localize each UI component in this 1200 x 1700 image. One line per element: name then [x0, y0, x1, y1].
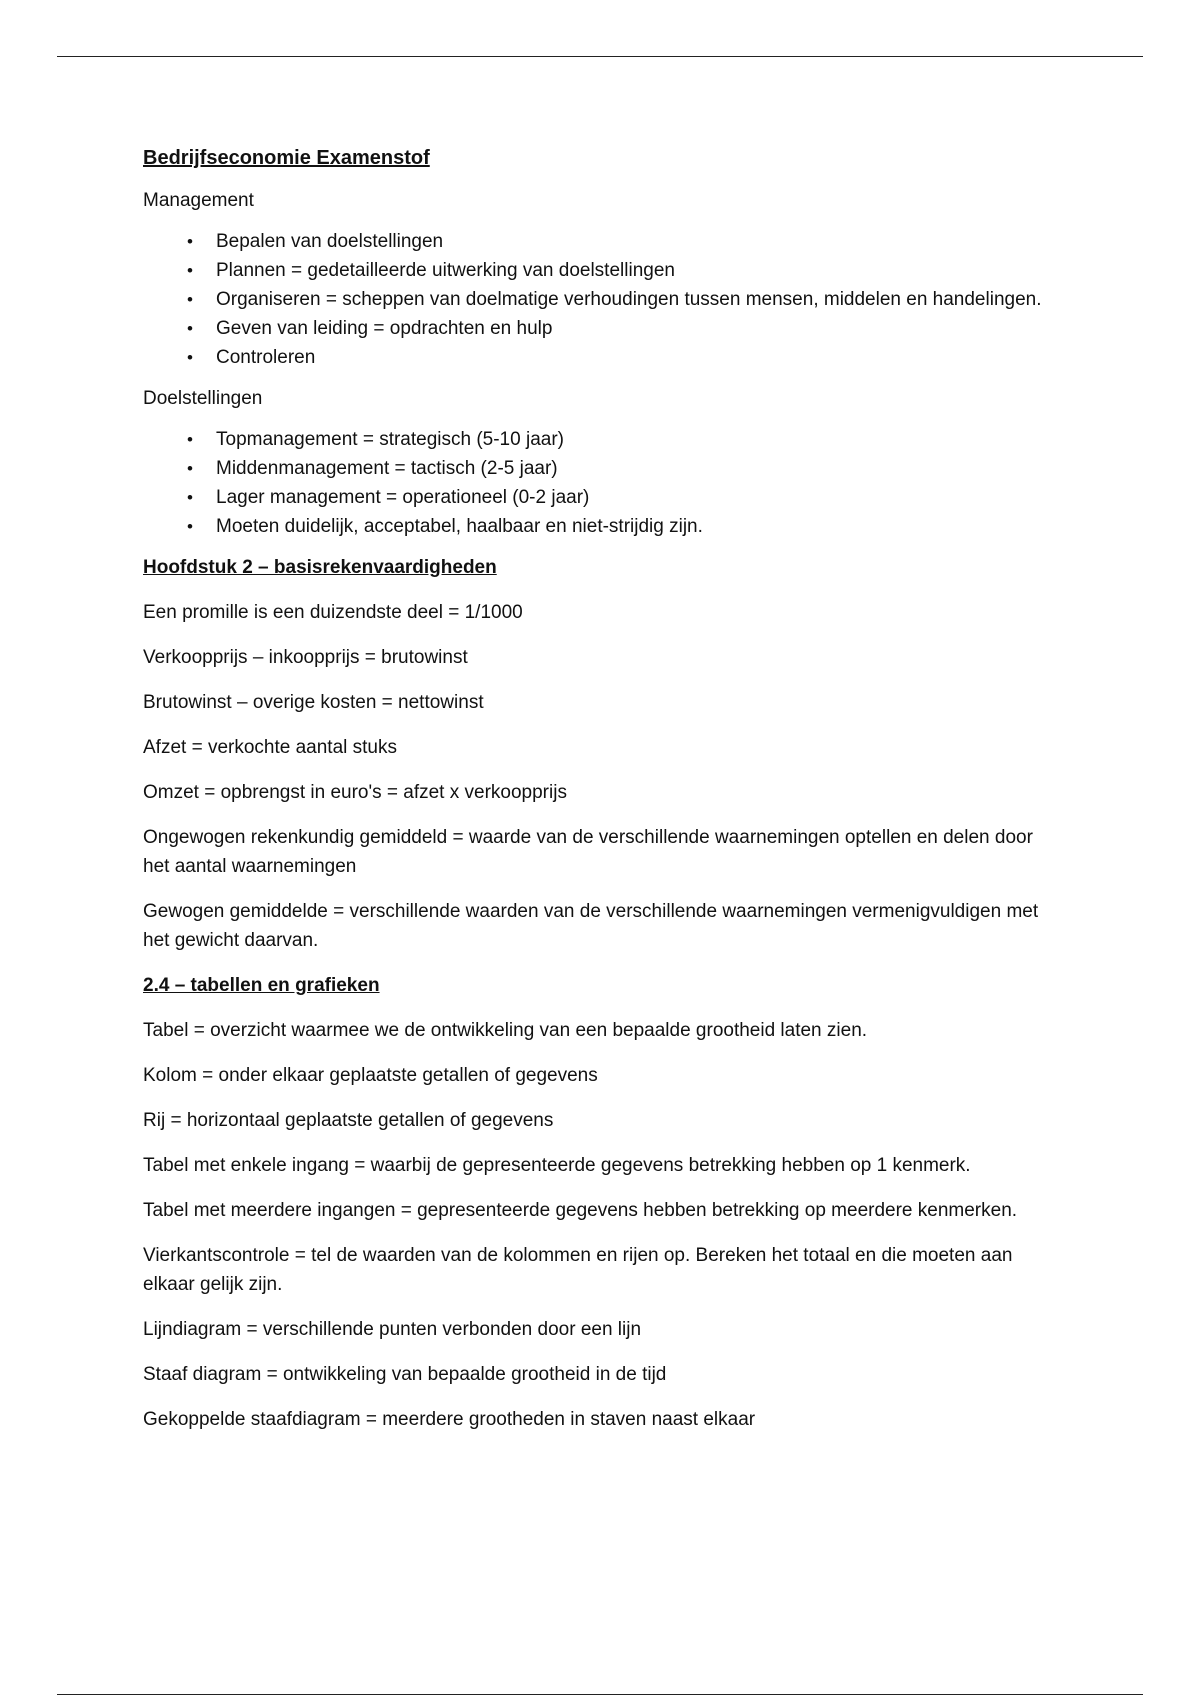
paragraph: Vierkantscontrole = tel de waarden van de kolommen en rijen op. Bereken het totaal en die moeten aan elkaar gelijk zijn.	[143, 1245, 1013, 1295]
bullet-icon: •	[187, 517, 193, 536]
paragraph: Lijndiagram = verschillende punten verbonden door een lijn	[143, 1319, 642, 1340]
list-item: • Middenmanagement = tactisch (2-5 jaar)	[143, 454, 1063, 483]
paragraph: Tabel = overzicht waarmee we de ontwikkeling van een bepaalde grootheid laten zien.	[143, 1020, 868, 1041]
list-item: • Controleren	[143, 343, 1063, 372]
management-label: Management	[143, 190, 254, 211]
bullet-icon: •	[187, 488, 193, 507]
paragraph: Brutowinst – overige kosten = nettowinst	[143, 692, 484, 713]
list-item: • Moeten duidelijk, acceptabel, haalbaar en niet-strijdig zijn.	[143, 512, 1063, 541]
chapter-2-heading: Hoofdstuk 2 – basisrekenvaardigheden	[143, 557, 497, 578]
paragraph: Ongewogen rekenkundig gemiddeld = waarde van de verschillende waarnemingen optellen en delen door het aantal waarnemingen	[143, 827, 1033, 877]
bullet-icon: •	[187, 459, 193, 478]
paragraph: Gekoppelde staafdiagram = meerdere grootheden in staven naast elkaar	[143, 1409, 756, 1430]
doelstellingen-list	[143, 425, 1063, 541]
top-rule	[57, 56, 1143, 57]
bullet-icon: •	[187, 232, 193, 251]
doelstellingen-label: Doelstellingen	[143, 388, 263, 409]
bullet-icon: •	[187, 261, 193, 280]
paragraph: Verkoopprijs – inkoopprijs = brutowinst	[143, 647, 468, 668]
list-item: • Plannen = gedetailleerde uitwerking van doelstellingen	[143, 256, 1063, 285]
bottom-rule	[57, 1694, 1143, 1695]
list-item: • Bepalen van doelstellingen	[143, 227, 1063, 256]
paragraph: Omzet = opbrengst in euro's = afzet x verkoopprijs	[143, 782, 567, 803]
document-body	[143, 144, 1063, 1450]
section-2-4-heading: 2.4 – tabellen en grafieken	[143, 975, 380, 996]
paragraph: Staaf diagram = ontwikkeling van bepaalde grootheid in de tijd	[143, 1364, 667, 1385]
paragraph: Tabel met enkele ingang = waarbij de gepresenteerde gegevens betrekking hebben op 1 kenmerk.	[143, 1155, 971, 1176]
list-item: • Geven van leiding = opdrachten en hulp	[143, 314, 1063, 343]
paragraph: Een promille is een duizendste deel = 1/1000	[143, 602, 523, 623]
bullet-icon: •	[187, 290, 193, 309]
paragraph: Rij = horizontaal geplaatste getallen of gegevens	[143, 1110, 554, 1131]
paragraph: Tabel met meerdere ingangen = gepresenteerde gegevens hebben betrekking op meerdere kenmerken.	[143, 1200, 1018, 1221]
document-title: Bedrijfseconomie Examenstof	[143, 147, 430, 169]
paragraph: Afzet = verkochte aantal stuks	[143, 737, 397, 758]
list-item: • Topmanagement = strategisch (5-10 jaar)	[143, 425, 1063, 454]
list-item: • Lager management = operationeel (0-2 jaar)	[143, 483, 1063, 512]
bullet-icon: •	[187, 430, 193, 449]
paragraph: Gewogen gemiddelde = verschillende waarden van de verschillende waarnemingen vermenigvuldigen met het gewicht daarvan.	[143, 901, 1039, 951]
list-item: • Organiseren = scheppen van doelmatige verhoudingen tussen mensen, middelen en handelingen.	[143, 285, 1063, 314]
paragraph: Kolom = onder elkaar geplaatste getallen of gegevens	[143, 1065, 598, 1086]
bullet-icon: •	[187, 319, 193, 338]
management-list	[143, 227, 1063, 372]
bullet-icon: •	[187, 348, 193, 367]
